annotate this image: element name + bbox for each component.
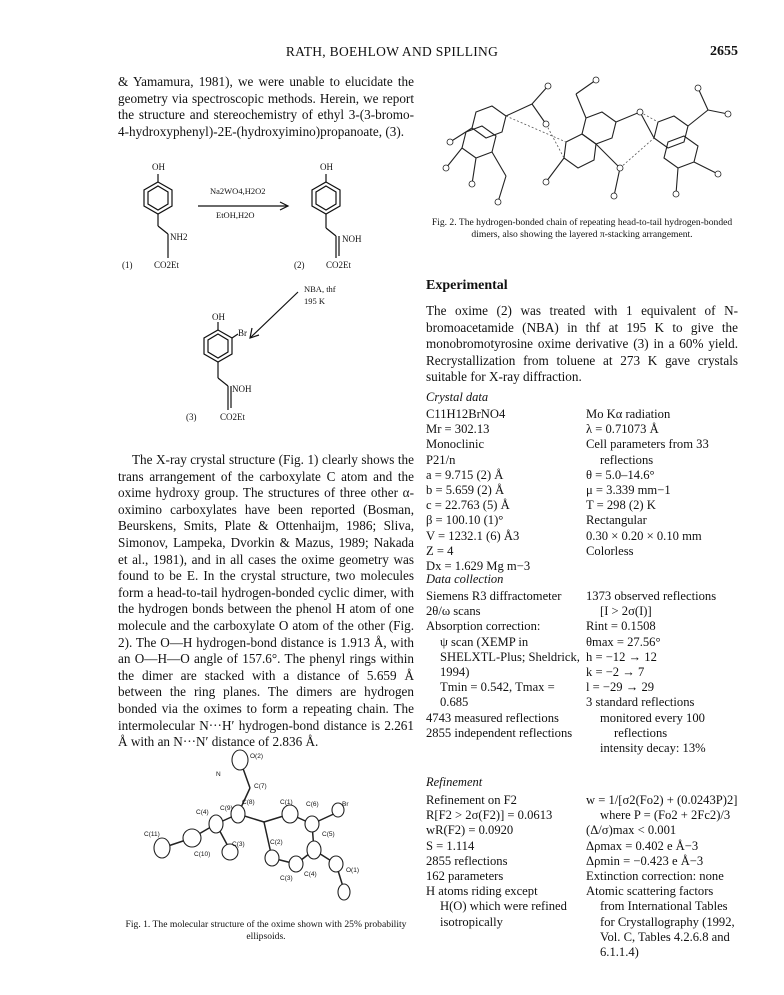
crystal-data-item: b = 5.659 (2) Å bbox=[426, 483, 505, 498]
scheme-noh-3: NOH bbox=[232, 384, 252, 394]
crystal-data-item: Z = 4 bbox=[426, 543, 454, 558]
atom-label: C(4) bbox=[196, 809, 209, 816]
data-collection-item: reflections bbox=[614, 725, 668, 740]
figure-1-caption: Fig. 1. The molecular structure of the oxime shown with 25% probability ellipsoids. bbox=[125, 919, 407, 942]
data-collection-right bbox=[586, 589, 716, 756]
scheme-co2et-1: CO2Et bbox=[154, 260, 180, 270]
scheme-co2et-3: CO2Et bbox=[220, 412, 246, 422]
refinement-item: Δρmin = −0.423 e Å−3 bbox=[586, 853, 704, 868]
scheme-oh-3: OH bbox=[212, 312, 225, 322]
scheme-label-3: (3) bbox=[186, 412, 197, 422]
data-collection-item: intensity decay: 13% bbox=[600, 741, 706, 756]
experimental-text: The oxime (2) was treated with 1 equivalent of N-bromoacetamide (NBA) in thf at 195 K to give the monobromotyrosine oxime derivative (3) in a 60% yield. Recrystallization from toluene at 273 K gave crystals suitable for X-ray diffraction. bbox=[426, 303, 738, 385]
crystal-data-item: β = 100.10 (1)° bbox=[426, 513, 504, 528]
scheme-reagent-2b: 195 K bbox=[304, 296, 326, 306]
refinement-item: Extinction correction: none bbox=[586, 869, 724, 884]
data-collection-item: k = −2 → 7 bbox=[586, 665, 645, 680]
refinement-left bbox=[426, 793, 567, 930]
refinement-heading: Refinement bbox=[426, 775, 483, 789]
scheme-label-1: (1) bbox=[122, 260, 133, 270]
data-collection-item: 4743 measured reflections bbox=[426, 710, 559, 725]
crystal-data-item: reflections bbox=[600, 452, 654, 467]
refinement-item: for Crystallography (1992, bbox=[600, 914, 735, 929]
figure-2-packing bbox=[436, 72, 736, 212]
refinement-item: Δρmax = 0.402 e Å−3 bbox=[586, 838, 699, 853]
refinement-item: where P = (Fo2 + 2Fc2)/3 bbox=[600, 808, 731, 823]
reaction-scheme bbox=[118, 160, 418, 442]
atom-label: C(7) bbox=[254, 783, 267, 790]
atom-label: Br bbox=[342, 801, 349, 808]
data-collection-left bbox=[426, 589, 580, 741]
atom-label: C(2) bbox=[270, 839, 283, 846]
data-collection-item: 3 standard reflections bbox=[586, 695, 695, 710]
running-title: RATH, BOEHLOW AND SPILLING bbox=[285, 44, 499, 59]
refinement-item: Atomic scattering factors bbox=[586, 884, 714, 899]
crystal-data-item: Colorless bbox=[586, 543, 634, 558]
refinement-item: 2855 reflections bbox=[426, 853, 508, 868]
data-collection-item: h = −12 → 12 bbox=[586, 649, 657, 664]
crystal-data-item: V = 1232.1 (6) Å3 bbox=[426, 528, 520, 543]
refinement-item: 6.1.1.4) bbox=[600, 945, 639, 960]
data-collection-item: Tmin = 0.542, Tmax = bbox=[440, 680, 555, 695]
data-collection-item: l = −29 → 29 bbox=[586, 680, 655, 695]
refinement-item: R[F2 > 2σ(F2)] = 0.0613 bbox=[426, 808, 553, 823]
data-collection-item: 1373 observed reflections bbox=[586, 589, 717, 603]
scheme-noh-2: NOH bbox=[342, 234, 362, 244]
scheme-br: Br bbox=[238, 328, 247, 338]
refinement-item: H atoms riding except bbox=[426, 884, 538, 899]
discussion-paragraph: The X-ray crystal structure (Fig. 1) clearly shows the trans arrangement of the carboxylate C atom and the oxime hydroxy group. The structures of three other α-oximino carboxylates have been reported (Bosman, Beurskens, Smits, Plate & Ottenhaijm, 1986; Sliva, Simonov, Lampeka, Dvorkin & Mazus, 1989; Nakada et al., 1981), and in all cases the oxime geometry was found to be E. In the crystal structure, two molecules form a head-to-tail hydrogen-bonded cyclic dimer, with the hydrogen bonds between the phenol H atom of one molecule and the carboxylate O atom of the other (Fig. 2). The O—H hydrogen-bond distance is 1.913 Å, with an O—H—O angle of 157.6°. The phenyl rings within the dimer are stacked with a distance of 5.659 Å between the ring planes. The dimers are hydrogen bonded via the oximes to form a repeating chain. The intermolecular N···H′ hydrogen-bond distance is 2.261 Å with an N···N′ distance of 2.836 Å. bbox=[118, 452, 414, 750]
crystal-data-item: Mr = 302.13 bbox=[426, 422, 490, 437]
atom-label: O(1) bbox=[346, 867, 359, 874]
crystal-data-item: c = 22.763 (5) Å bbox=[426, 498, 510, 513]
refinement-item: (Δ/σ)max < 0.001 bbox=[586, 823, 677, 838]
data-collection-item: Siemens R3 diffractometer bbox=[426, 589, 562, 603]
crystal-data-left bbox=[426, 407, 530, 574]
crystal-data-item: Cell parameters from 33 bbox=[586, 437, 709, 452]
refinement-item: 162 parameters bbox=[426, 869, 504, 884]
atom-label: O(2) bbox=[250, 753, 263, 760]
data-collection-item: Absorption correction: bbox=[426, 619, 541, 634]
refinement-item: from International Tables bbox=[600, 899, 728, 914]
running-header bbox=[0, 44, 784, 64]
experimental-heading: Experimental bbox=[426, 278, 508, 293]
refinement-right bbox=[586, 793, 737, 960]
refinement-item: w = 1/[σ2(Fo2) + (0.0243P)2] bbox=[586, 793, 738, 807]
scheme-oh-1: OH bbox=[152, 162, 165, 172]
crystal-data-item: Rectangular bbox=[586, 513, 647, 528]
data-collection-item: [I > 2σ(I)] bbox=[600, 604, 652, 619]
atom-label: C(10) bbox=[194, 851, 211, 858]
atom-label: C(9) bbox=[220, 805, 233, 812]
refinement-item: isotropically bbox=[440, 914, 503, 929]
scheme-label-2: (2) bbox=[294, 260, 305, 270]
atom-label: C(3) bbox=[232, 841, 245, 848]
atom-label: C(5) bbox=[322, 831, 335, 838]
data-collection-item: monitored every 100 bbox=[600, 710, 705, 725]
atom-label: C(11) bbox=[144, 831, 160, 838]
crystal-data-item: a = 9.715 (2) Å bbox=[426, 467, 504, 482]
refinement-item: S = 1.114 bbox=[426, 838, 475, 853]
crystal-data-heading: Crystal data bbox=[426, 390, 489, 404]
data-collection-item: 1994) bbox=[440, 665, 470, 680]
scheme-reagent-2a: NBA, thf bbox=[304, 284, 336, 294]
refinement-item: Refinement on F2 bbox=[426, 793, 517, 807]
crystal-data-item: C11H12BrNO4 bbox=[426, 407, 506, 421]
crystal-data-item: μ = 3.339 mm−1 bbox=[586, 483, 671, 498]
data-collection-item: 0.685 bbox=[440, 695, 469, 710]
atom-label: C(6) bbox=[306, 801, 319, 808]
crystal-data-right bbox=[586, 407, 709, 559]
crystal-data-item: Dx = 1.629 Mg m−3 bbox=[426, 559, 531, 574]
atom-label: N bbox=[216, 771, 221, 778]
data-collection-item: Rint = 0.1508 bbox=[586, 619, 656, 634]
crystal-data-item: 0.30 × 0.20 × 0.10 mm bbox=[586, 528, 702, 543]
atom-label: C(4) bbox=[304, 871, 317, 878]
crystal-data-item: λ = 0.71073 Å bbox=[586, 422, 659, 437]
atom-label: C(3) bbox=[280, 875, 293, 882]
crystal-data-item: Mo Kα radiation bbox=[586, 407, 671, 421]
atom-label: C(8) bbox=[242, 799, 255, 806]
crystal-data-item: Monoclinic bbox=[426, 437, 485, 452]
data-collection-item: θmax = 27.56° bbox=[586, 634, 661, 649]
intro-paragraph: & Yamamura, 1981), we were unable to elucidate the geometry via spectroscopic methods. Herein, we report the structure and stereochemistry of ethyl 3-(3-bromo-4-hydroxyphenyl)-2E-(hydroxyimino)propanoate, (3). bbox=[118, 74, 414, 139]
crystal-data-item: θ = 5.0–14.6° bbox=[586, 467, 655, 482]
data-collection-heading: Data collection bbox=[426, 572, 504, 586]
refinement-item: Vol. C, Tables 4.2.6.8 and bbox=[600, 929, 730, 944]
figure-2-caption: Fig. 2. The hydrogen-bonded chain of repeating head-to-tail hydrogen-bonded dimers, also showing the layered π-stacking arrangement. bbox=[431, 217, 733, 240]
page-number: 2655 bbox=[710, 44, 738, 59]
data-collection-item: 2θ/ω scans bbox=[426, 604, 481, 619]
atom-label: C(1) bbox=[280, 799, 293, 806]
data-collection-item: 2855 independent reflections bbox=[426, 725, 573, 740]
refinement-item: wR(F2) = 0.0920 bbox=[426, 823, 514, 838]
scheme-oh-2: OH bbox=[320, 162, 333, 172]
scheme-co2et-2: CO2Et bbox=[326, 260, 352, 270]
refinement-item: H(O) which were refined bbox=[440, 899, 567, 914]
scheme-nh2: NH2 bbox=[170, 232, 188, 242]
figure-1-ortep bbox=[140, 740, 390, 910]
data-collection-item: ψ scan (XEMP in bbox=[440, 634, 529, 649]
data-collection-item: SHELXTL-Plus; Sheldrick, bbox=[440, 649, 580, 664]
crystal-data-item: T = 298 (2) K bbox=[586, 498, 656, 513]
crystal-data-item: P21/n bbox=[426, 452, 456, 467]
scheme-reagent-1b: EtOH,H2O bbox=[216, 210, 255, 220]
scheme-reagent-1a: Na2WO4,H2O2 bbox=[210, 186, 266, 196]
